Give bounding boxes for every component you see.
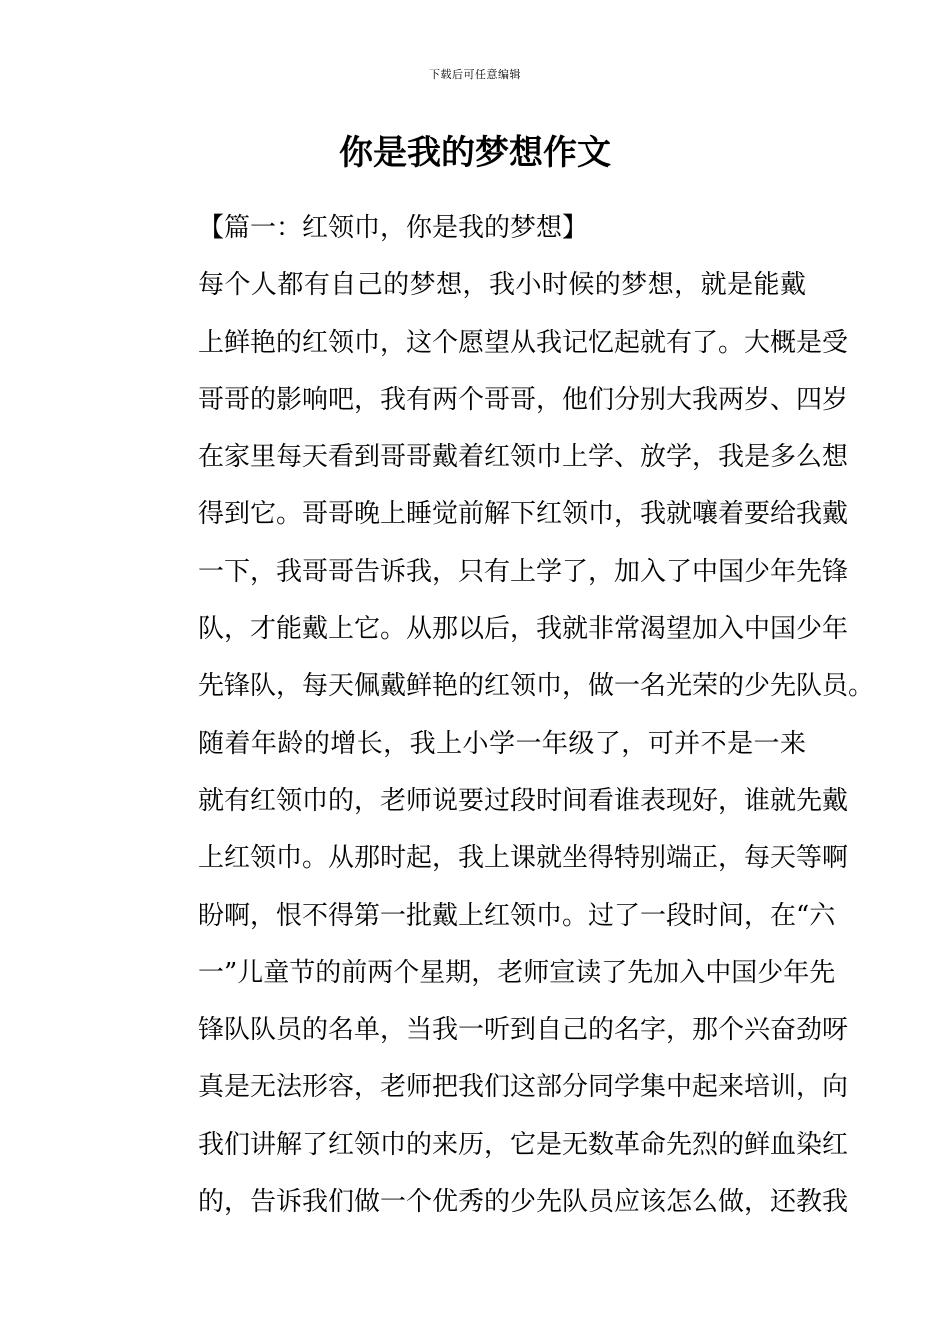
paragraph-line: 的，告诉我们做一个优秀的少先队员应该怎么做，还教我 <box>198 1187 849 1218</box>
paragraph-line: 先锋队，每天佩戴鲜艳的红领巾，做一名光荣的少先队员。 <box>198 671 875 702</box>
document-body <box>146 200 875 1231</box>
document-title: 你是我的梦想作文 <box>339 133 611 173</box>
paragraph-line: 一”儿童节的前两个星期，老师宣读了先加入中国少年先 <box>198 957 836 988</box>
paragraph-line: 一下，我哥哥告诉我，只有上学了，加入了中国少年先锋 <box>198 556 849 587</box>
paragraph-2 <box>146 716 849 1232</box>
paragraph-line: 哥哥的影响吧，我有两个哥哥，他们分别大我两岁、四岁 <box>198 384 849 415</box>
paragraph-line: 真是无法形容，老师把我们这部分同学集中起来培训，向 <box>198 1072 849 1103</box>
paragraph-1 <box>146 257 875 715</box>
header-note: 下载后可任意编辑 <box>429 68 521 81</box>
paragraph-line: 上鲜艳的红领巾，这个愿望从我记忆起就有了。大概是受 <box>198 327 849 358</box>
paragraph-line: 得到它。哥哥晚上睡觉前解下红领巾，我就嚷着要给我戴 <box>198 499 849 530</box>
paragraph-line: 在家里每天看到哥哥戴着红领巾上学、放学，我是多么想 <box>198 442 849 473</box>
paragraph-line: 锋队队员的名单，当我一听到自己的名字，那个兴奋劲呀 <box>198 1015 849 1046</box>
paragraph-line: 盼啊，恨不得第一批戴上红领巾。过了一段时间，在“六 <box>198 900 836 931</box>
paragraph-line: 就有红领巾的，老师说要过段时间看谁表现好，谁就先戴 <box>198 785 849 816</box>
section-heading: 【篇一：红领巾，你是我的梦想】 <box>198 213 589 243</box>
paragraph-line: 队，才能戴上它。从那以后，我就非常渴望加入中国少年 <box>198 614 849 645</box>
paragraph-line: 每个人都有自己的梦想，我小时候的梦想，就是能戴 <box>198 270 806 301</box>
paragraph-line: 随着年龄的增长，我上小学一年级了，可并不是一来 <box>198 728 806 759</box>
paragraph-line: 我们讲解了红领巾的来历，它是无数革命先烈的鲜血染红 <box>198 1129 849 1160</box>
paragraph-line: 上红领巾。从那时起，我上课就坐得特别端正，每天等啊 <box>198 843 849 874</box>
